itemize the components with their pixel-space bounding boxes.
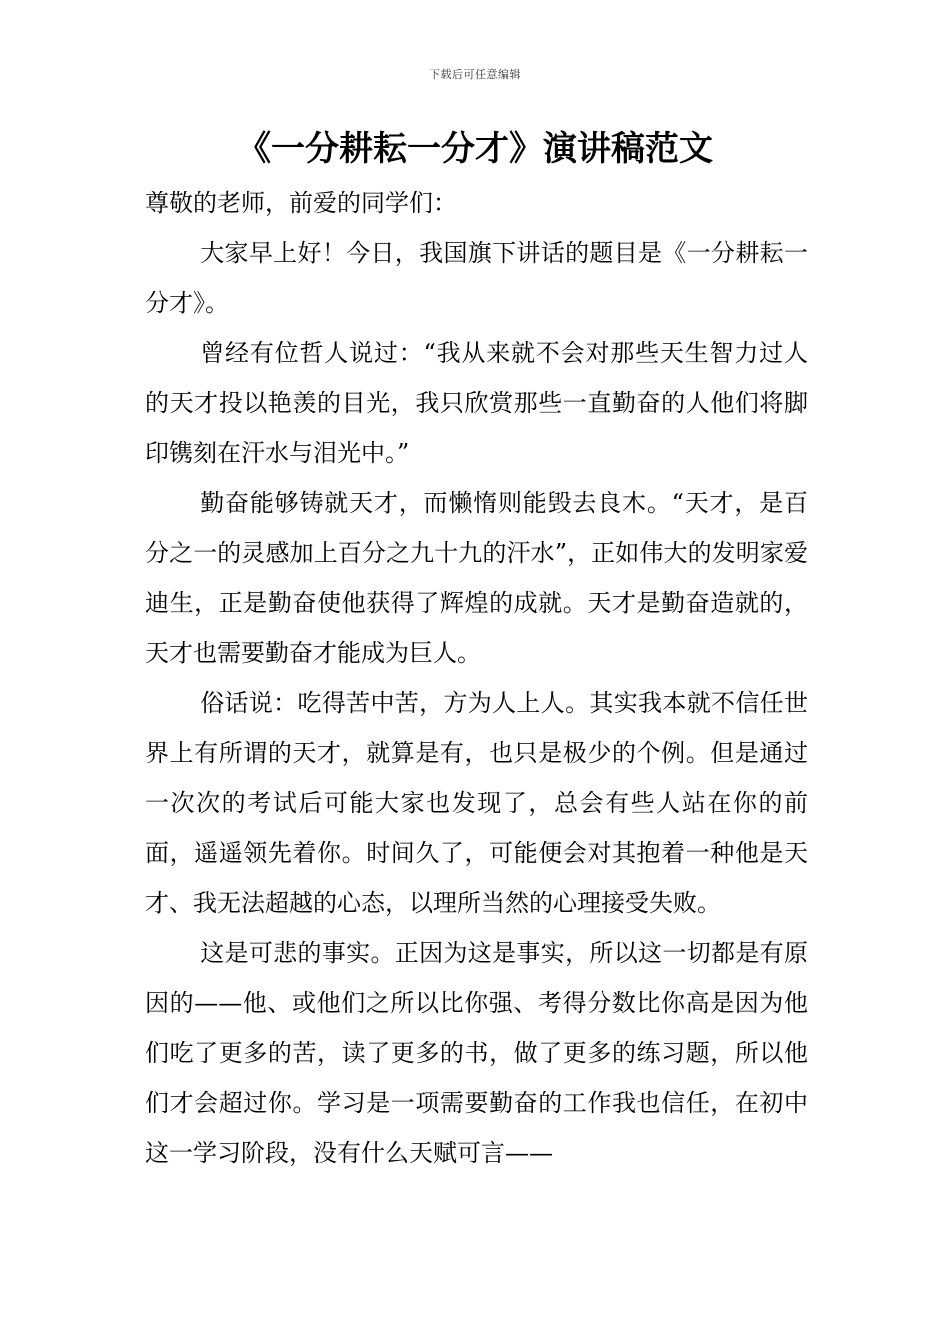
paragraph-5: 这是可悲的事实。正因为这是事实，所以这一切都是有原因的——他、或他们之所以比你强、考得分数比你高是因为他们吃了更多的苦，读了更多的书，做了更多的练习题，所以他们才会超过你。学习是一项需要勤奋的工作我也信任，在初中这一学习阶段，没有什么天赋可言——	[145, 939, 808, 1167]
paragraph-3: 勤奋能够铸就天才，而懒惰则能毁去良木。“天才，是百分之一的灵感加上百分之九十九的汗水”，正如伟大的发明家爱迪生，正是勤奋使他获得了辉煌的成就。天才是勤奋造就的，天才也需要勤奋才能成为巨人。	[145, 489, 808, 667]
paragraph-2: 曾经有位哲人说过：“我从来就不会对那些天生智力过人的天才投以艳羡的目光，我只欣赏那些一直勤奋的人他们将脚印镌刻在汗水与泪光中。”	[145, 339, 808, 467]
paragraph-4: 俗话说：吃得苦中苦，方为人上人。其实我本就不信任世界上有所谓的天才，就算是有，也只是极少的个例。但是通过一次次的考试后可能大家也发现了，总会有些人站在你的前面，遥遥领先着你。时间久了，可能便会对其抱着一种他是天才、我无法超越的心态，以理所当然的心理接受失败。	[145, 689, 808, 917]
paragraph-1: 大家早上好！今日，我国旗下讲话的题目是《一分耕耘一分才》。	[145, 239, 808, 317]
document-title: 《一分耕耘一分才》演讲稿范文	[237, 129, 713, 169]
salutation: 尊敬的老师，前爱的同学们：	[145, 189, 457, 217]
header-note: 下载后可任意编辑	[429, 68, 521, 81]
document-body	[145, 178, 808, 1178]
